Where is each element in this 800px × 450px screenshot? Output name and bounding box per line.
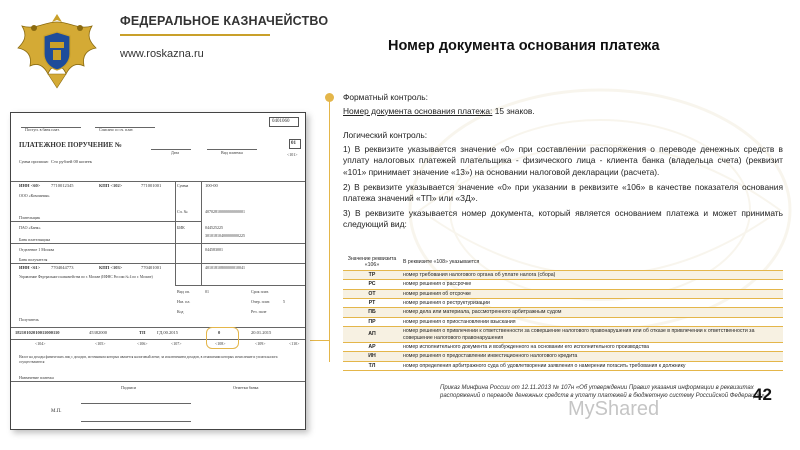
form-kpp-recv-val: 770401001 (141, 265, 162, 270)
content-block (343, 92, 783, 234)
form-corr-val: 30101810400000000225 (205, 233, 245, 238)
page-number: 42 (753, 385, 772, 404)
rule-2: 2) В реквизите указывается значение «0» при указании в реквизите «106» в качестве показателя основания платежа значений «ТП» или «ЗД». (343, 181, 783, 204)
form-status-code: 01 (291, 141, 296, 146)
form-purpose-caption: Назначение платежа (19, 375, 54, 380)
form-doc-number: 0 (218, 330, 221, 335)
form-payer-label: Плательщик (19, 215, 41, 220)
gold-vertical-rule (329, 100, 330, 362)
slide-title: Номер документа основания платежа (388, 38, 660, 54)
table-row: ТЛ номер определения арбитражного суда об удовлетворении заявления о намерении погасить требования к должнику (343, 361, 783, 370)
form-f108: <108> (215, 341, 226, 346)
form-bank-marks: Отметки банка (233, 385, 259, 390)
form-oktmo: 45382000 (89, 330, 107, 335)
form-bank-payer-label: Банк плательщика (19, 237, 51, 242)
form-f107: <107> (171, 341, 182, 346)
payment-order-form (10, 112, 306, 430)
form-f110: <110> (289, 341, 300, 346)
form-f106: <106> (137, 341, 148, 346)
treasury-eagle-logo-icon (14, 8, 100, 94)
form-f105: <105> (95, 341, 106, 346)
form-inn-recv-val: 7704044773 (51, 265, 74, 270)
table-row: РТ номер решения о реструктуризации (343, 299, 783, 308)
form-term-label: Срок плат. (251, 289, 269, 294)
form-bank-recv-label: Банк получателя (19, 257, 48, 262)
source-note: Приказ Минфина России от 12.11.2013 № 107н «Об утверждении Правил указания информации в реквизитах распоряжений о переводе денежных средств в уплату платежей в бюджетную систему Российской Федерации» (440, 385, 765, 399)
form-f104: <104> (35, 341, 46, 346)
form-inn-payer: ИНН <60> (19, 183, 41, 188)
org-url[interactable]: www.roskazna.ru (120, 48, 204, 60)
form-sum-label: Сумма (177, 183, 189, 188)
form-purpose-label: Наз. пл. (177, 299, 191, 304)
form-op-type-label: Вид оп. (177, 289, 190, 294)
form-purpose-text: Налог на доходы физических лиц с доходов, источником которых является налоговый агент, за исключением доходов, в отношении которых исчисление и уплата налога осуществляются (19, 355, 278, 364)
form-mp: М.П. (51, 409, 62, 414)
rule-3: 3) В реквизите указывается номер документа, который является основанием платежа и может принимать следующий вид: (343, 207, 783, 230)
form-title: ПЛАТЕЖНОЕ ПОРУЧЕНИЕ № (19, 141, 122, 149)
form-sum-words-label: Сумма прописью (19, 159, 49, 164)
org-name: ФЕДЕРАЛЬНОЕ КАЗНАЧЕЙСТВО (120, 14, 329, 28)
form-recipient-name: Управление Федерального казначейства по г. Москве (ИФНС России № 4 по г. Москве) (19, 275, 153, 279)
form-doc-date: 20.01.2015 (251, 330, 272, 335)
logic-heading: Логический контроль: (343, 130, 428, 141)
form-op-type-val: 01 (205, 289, 209, 294)
codes-table (343, 255, 783, 371)
codes-table-header (343, 255, 783, 270)
form-signatures: Подписи (121, 385, 137, 390)
form-code-label: Код (177, 309, 184, 314)
format-text (343, 106, 783, 118)
form-bik-label: БИК (177, 225, 185, 230)
gold-connector-line (310, 340, 330, 341)
form-bank-recv-name: Отделение 1 Москва (19, 247, 55, 252)
field-108-highlight (206, 327, 239, 349)
format-heading: Форматный контроль: (343, 92, 428, 102)
form-period: ГД.00.2015 (157, 330, 179, 335)
table-row: АП номер решения о привлечении к ответственности за совершение налогового правонарушения или об отказе в привлечении к ответственности за совершение налогового правонарушения (343, 327, 783, 343)
form-inn-payer-val: 7710012345 (51, 183, 74, 188)
form-account-recv-val: 40101810800000010041 (205, 265, 245, 270)
codes-header-code: Значение реквизита «106» (343, 255, 401, 270)
form-bik-recv-val: 044583001 (205, 247, 223, 252)
table-row: РС номер решения о рассрочке (343, 280, 783, 289)
rule-1: 1) В реквизите указывается значение «0» при составлении распоряжения о переводе денежных средств в уплату налоговых платежей плательщика - физического лица - клиента банка (владельца счета) (реквизит «101» принимает значение «13») на основании налоговой декларации (расчета). (343, 143, 783, 177)
form-order-label: Очер. плат. (251, 299, 270, 304)
form-bik-val: 044525225 (205, 225, 223, 230)
format-text-rest: 15 знаков. (492, 105, 535, 116)
form-kbk: 18210102010011000110 (15, 330, 60, 335)
myshared-watermark: MyShared (568, 398, 660, 420)
org-divider (120, 34, 270, 36)
form-kpp-recv: КПП <103> (99, 265, 123, 270)
form-code: 0401060 (272, 119, 290, 124)
form-kpp-payer-val: 771001001 (141, 183, 162, 188)
form-date-label: Дата (171, 150, 179, 155)
table-row: ОТ номер решения об отсрочке (343, 289, 783, 298)
form-top-left: Поступ. в банк плат. (25, 127, 60, 132)
form-basis: ТП (139, 330, 146, 335)
form-top-mid: Списано со сч. плат. (99, 127, 134, 132)
form-account-label: Сч. № (177, 209, 188, 214)
table-row: АР номер исполнительного документа и возбужденного на основании его исполнительного производства (343, 343, 783, 352)
form-kpp-payer: КПП <102> (99, 183, 123, 188)
codes-header-desc: В реквизите «108» указывается (401, 255, 783, 270)
form-sum-val: 100-00 (205, 183, 218, 188)
form-res-label: Рез. поле (251, 309, 267, 314)
table-row: ПР номер решения о приостановлении взыскания (343, 317, 783, 326)
form-payer-name: ООО «Компания» (19, 193, 50, 198)
form-f109: <109> (255, 341, 266, 346)
form-recipient-label: Получатель (19, 317, 39, 322)
form-inn-recv: ИНН <61> (19, 265, 41, 270)
format-text-underlined: Номер документа основания платежа: (343, 105, 493, 116)
table-row: ПБ номер дела или материала, рассмотренного арбитражным судом (343, 308, 783, 317)
table-row: ИН номер решения о предоставлении инвестиционного налогового кредита (343, 352, 783, 361)
form-bank-payer-name: ПАО «Банк» (19, 225, 41, 230)
form-order-val: 5 (283, 299, 285, 304)
form-payment-type: Вид платежа (221, 150, 243, 155)
table-row: ТР номер требования налогового органа об уплате налога (сбора) (343, 270, 783, 279)
form-field-101: <101> (287, 152, 298, 157)
form-account-val: 40702810000000000001 (205, 209, 245, 214)
form-sum-words: Сто рублей 00 копеек (51, 159, 92, 164)
